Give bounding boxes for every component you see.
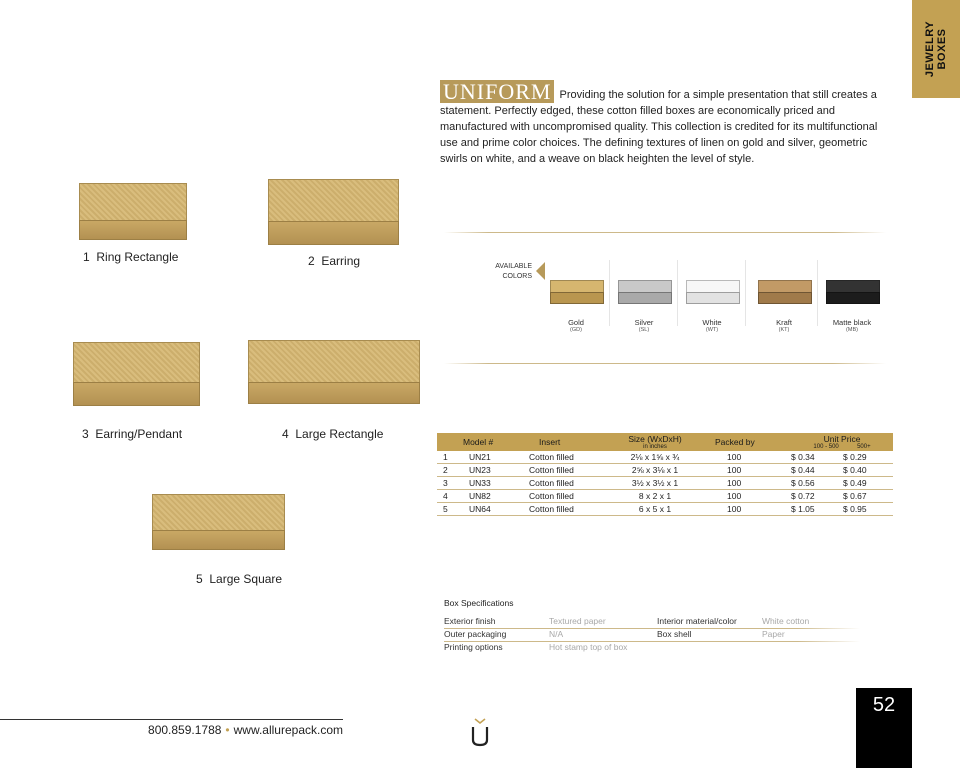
table-row: 3 UN33 Cotton filled 3½ x 3½ x 1 100 $ 0.56 $ 0.49 bbox=[437, 477, 893, 490]
product-caption-5: 5 Large Square bbox=[196, 572, 283, 586]
table-row: 5 UN64 Cotton filled 6 x 5 x 1 100 $ 1.05 $ 0.95 bbox=[437, 503, 893, 516]
section-tab-line2: BOXES bbox=[936, 28, 948, 70]
specs-title: Box Specifications bbox=[444, 598, 514, 608]
section-tab-line1: JEWELRY bbox=[924, 20, 936, 78]
divider bbox=[444, 232, 886, 233]
product-image-large-square bbox=[152, 494, 285, 550]
spec-row: Printing options Hot stamp top of box bbox=[444, 642, 628, 652]
product-image-ring-rectangle bbox=[79, 183, 187, 240]
pricing-table bbox=[437, 433, 893, 516]
product-caption-2: 2 Earring bbox=[308, 254, 361, 268]
website-link[interactable]: www.allurepack.com bbox=[233, 723, 343, 737]
product-image-earring bbox=[268, 179, 399, 245]
available-colors-label: AVAILABLE COLORS bbox=[495, 263, 532, 280]
spec-row: Outer packaging N/A Box shell Paper bbox=[444, 629, 785, 639]
table-row: 1 UN21 Cotton filled 2⅛ x 1⅝ x ¾ 100 $ 0.34 $ 0.29 bbox=[437, 451, 893, 464]
color-swatch-matte-black: Matte black (MB) bbox=[818, 260, 886, 338]
product-caption-3: 3 Earring/Pendant bbox=[82, 427, 183, 441]
collection-intro bbox=[440, 80, 895, 167]
product-caption-1: 1 Ring Rectangle bbox=[83, 250, 179, 264]
color-swatch-white: White (WT) bbox=[678, 260, 746, 338]
color-swatch-silver: Silver (SL) bbox=[610, 260, 678, 338]
header-model: Model # bbox=[463, 437, 494, 447]
section-tab bbox=[912, 0, 960, 98]
table-row: 4 UN82 Cotton filled 8 x 2 x 1 100 $ 0.72 $ 0.67 bbox=[437, 490, 893, 503]
footer-contact bbox=[100, 723, 343, 737]
header-insert: Insert bbox=[539, 437, 561, 447]
color-swatch-kraft: Kraft (KT) bbox=[750, 260, 818, 338]
product-caption-4: 4 Large Rectangle bbox=[282, 427, 384, 441]
page-number-box bbox=[856, 688, 912, 768]
collection-description: Providing the solution for a simple presentation that still creates a statement. Perfectly edged, these cotton filled boxes are economically priced and manufactured with uncompromised quality. This collection is credited for its multifunctional use and prime color choices. The defining textures of linen on gold and silver, geometric swirls on white, and a weave on black heighten the level of style. bbox=[440, 89, 878, 165]
separator-dot: • bbox=[225, 723, 230, 737]
table-row: 2 UN23 Cotton filled 2⅝ x 3⅛ x 1 100 $ 0.44 $ 0.40 bbox=[437, 464, 893, 477]
product-image-earring-pendant bbox=[73, 342, 200, 406]
product-image-large-rectangle bbox=[248, 340, 420, 404]
footer-divider bbox=[0, 719, 343, 720]
phone-number: 800.859.1788 bbox=[148, 723, 222, 737]
page-number: 52 bbox=[872, 694, 896, 716]
divider bbox=[444, 363, 886, 364]
color-swatch-gold: Gold (GD) bbox=[542, 260, 610, 338]
spec-row: Exterior finish Textured paper Interior material/color White cotton bbox=[444, 616, 810, 626]
header-unit-price: Unit Price 100 - 500 500+ bbox=[813, 433, 871, 450]
header-packed-by: Packed by bbox=[715, 437, 755, 447]
table-header bbox=[437, 433, 893, 451]
header-size: Size (WxDxH) in inches bbox=[628, 433, 682, 450]
collection-name: UNIFORM bbox=[440, 80, 554, 103]
brand-logo-icon bbox=[469, 716, 491, 748]
